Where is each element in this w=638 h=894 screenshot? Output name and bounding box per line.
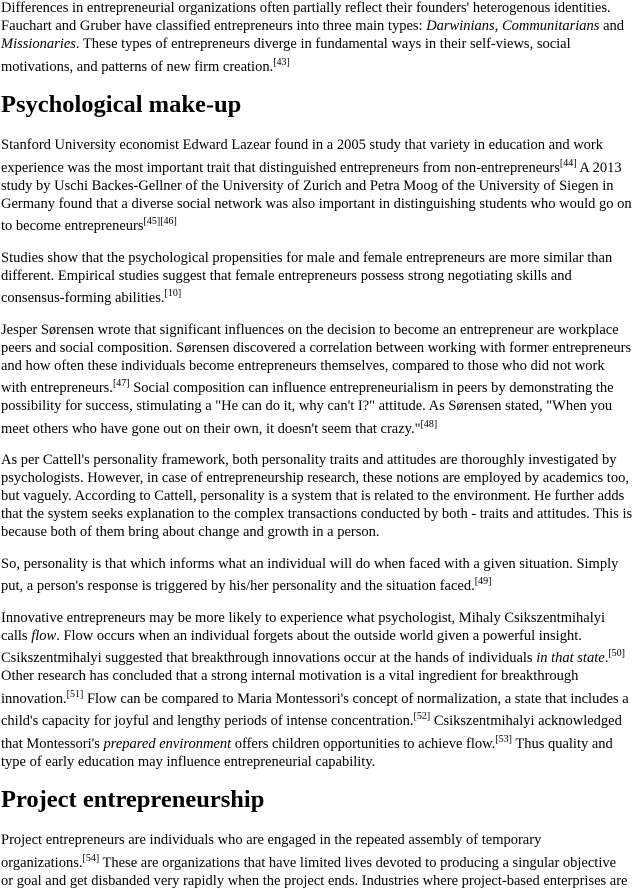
text-run: different. Empirical studies suggest that female entrepreneurs possess strong negotiating skills and xyxy=(1,267,572,284)
text-run: possibility for success, stimulating a "He can do it, why can't I?" attitude. As Sørensen stated, "When you xyxy=(1,398,613,414)
text-run: Thus quality and xyxy=(511,735,613,752)
citation-ref: [50] xyxy=(608,648,625,659)
citation-ref: [51] xyxy=(66,688,84,700)
emphasis-text: Darwinians xyxy=(426,18,495,34)
text-run: Germany found that a diverse social network was also important in distinguishing students who would go on xyxy=(1,195,632,212)
paragraph xyxy=(1,321,638,438)
citation-ref: [44] xyxy=(559,157,577,169)
text-run: Project entrepreneurs are individuals who are engaged in the repeated assembly of temporary xyxy=(1,832,542,848)
text-run: organizations. xyxy=(1,854,83,871)
text-line xyxy=(1,267,638,285)
text-run: child's capacity for joyful and lengthy periods of intense concentration. xyxy=(1,713,414,729)
text-run: Studies show that the psychological propensities for male and female entrepreneurs are more similar than xyxy=(1,249,613,266)
text-line xyxy=(1,154,638,177)
text-line xyxy=(1,17,638,35)
text-run: study by Uschi Backes-Gellner of the University of Zurich and Petra Moog of the University of Siegen in xyxy=(1,177,614,194)
emphasis-text: in that state xyxy=(536,650,605,666)
text-line xyxy=(1,685,638,708)
text-run: Stanford University economist Edward Lazear found in a 2005 study that variety in education and work xyxy=(1,137,603,153)
text-run: or goal and get disbanded very rapidly when the project ends. Industries where project-based enterprises are xyxy=(1,872,628,889)
text-line xyxy=(1,397,638,415)
text-run: meet others who have gone out on their own, it doesn't seem that crazy." xyxy=(1,420,421,437)
text-line xyxy=(1,451,638,469)
citation-ref: [10] xyxy=(164,288,182,299)
text-run: Other research has concluded that a strong internal motivation is a vital ingredient for breakthrough xyxy=(1,668,579,684)
text-run: innovation. xyxy=(1,690,67,707)
paragraph xyxy=(1,249,638,308)
emphasis-text: flow xyxy=(31,627,57,644)
text-run: motivations, and patterns of new firm creation. xyxy=(1,58,274,75)
text-run: Social composition can influence entrepreneurialism in peers by demonstrating the xyxy=(129,380,614,396)
text-run: Flow can be compared to Maria Montessori's concept of normalization, a state that includes a xyxy=(83,690,629,707)
text-run: and xyxy=(599,18,624,34)
citation-ref: [53] xyxy=(495,733,512,745)
text-line xyxy=(1,249,638,267)
paragraph xyxy=(1,609,638,771)
text-line xyxy=(1,177,638,195)
paragraph xyxy=(1,555,638,596)
emphasis-text: Missionaries xyxy=(1,36,76,52)
citation-ref: [47] xyxy=(112,378,130,389)
text-run: So, personality is that which informs what an individual will do when faced with a given situation. Simply xyxy=(1,555,619,572)
text-run: Fauchart and Gruber have classified entrepreneurs into three main types: xyxy=(1,18,427,34)
text-line xyxy=(1,872,638,890)
text-run: because both of them bring about change and growth in a person. xyxy=(1,524,380,540)
text-run: Csikszentmihalyi acknowledged xyxy=(430,713,622,729)
text-line xyxy=(1,375,638,398)
text-line xyxy=(1,53,638,76)
paragraph xyxy=(1,0,638,76)
text-line xyxy=(1,849,638,872)
text-run: to become entrepreneurs xyxy=(1,218,144,234)
text-line xyxy=(1,645,638,668)
text-run: These are organizations that have limited lives devoted to producing a singular objective xyxy=(99,854,617,871)
text-line xyxy=(1,213,638,236)
text-line xyxy=(1,195,638,213)
text-line xyxy=(1,523,638,541)
text-run: . xyxy=(604,650,609,666)
text-run: that the system seeks explanation to the complex transactions conducted by both - traits and attitudes. This is xyxy=(1,506,633,522)
text-run: that Montessori's xyxy=(1,735,104,752)
emphasis-text: Communitarians xyxy=(501,18,600,34)
text-line xyxy=(1,469,638,487)
text-run: Jesper Sørensen wrote that significant influences on the decision to become an entrepreneur are workplace xyxy=(1,321,619,338)
text-line xyxy=(1,35,638,53)
text-line xyxy=(1,667,638,685)
text-line xyxy=(1,573,638,596)
text-run: and how often these individuals become entrepreneurs themselves, compared to those who did not work xyxy=(1,357,605,374)
text-run: psychologists. However, in case of entrepreneurship research, these notions are employed by academics too, xyxy=(1,470,629,486)
text-run: put, a person's response is triggered by his/her personality and the situation faced. xyxy=(1,578,475,594)
citation-ref: [49] xyxy=(474,576,492,587)
text-line xyxy=(1,708,638,731)
text-line xyxy=(1,505,638,523)
emphasis-text: prepared environment xyxy=(103,735,232,752)
citation-ref: [46] xyxy=(160,216,177,227)
text-line xyxy=(1,285,638,308)
text-run: with entrepreneurs. xyxy=(1,380,113,396)
text-run: . These types of entrepreneurs diverge in fundamental ways in their self-views, social xyxy=(75,36,571,52)
text-run: A 2013 xyxy=(576,159,622,176)
text-run: experience was the most important trait that distinguished entrepreneurs from non-entrepreneurs xyxy=(1,159,560,176)
text-line xyxy=(1,753,638,771)
text-line xyxy=(1,136,638,154)
citation-ref: [48] xyxy=(420,418,438,430)
citation-ref: [52] xyxy=(413,711,431,722)
citation-ref: [54] xyxy=(82,852,100,864)
text-run: Innovative entrepreneurs may be more likely to experience what psychologist, Mihaly Csikszentmihalyi xyxy=(1,609,606,626)
section-heading: Psychological make-up xyxy=(1,91,242,118)
text-line xyxy=(1,0,638,17)
text-line xyxy=(1,627,638,645)
text-run: As per Cattell's personality framework, both personality traits and attitudes are thoroughly investigated by xyxy=(1,452,617,468)
section-heading: Project entrepreneurship xyxy=(1,786,265,813)
text-line xyxy=(1,730,638,753)
text-line xyxy=(1,357,638,375)
text-line xyxy=(1,339,638,357)
text-run: consensus-forming abilities. xyxy=(1,290,165,306)
text-line xyxy=(1,415,638,438)
text-line xyxy=(1,609,638,627)
text-run: but vaguely. According to Cattell, personality is a system that is related to the environment. He further adds xyxy=(1,488,625,504)
text-line xyxy=(1,555,638,573)
text-run: Differences in entrepreneurial organizations often partially reflect their founders' heterogenous identities. xyxy=(1,0,611,16)
paragraph xyxy=(1,831,638,890)
text-run: calls xyxy=(1,627,32,644)
text-run: , xyxy=(494,18,502,34)
paragraph xyxy=(1,451,638,541)
text-line xyxy=(1,321,638,339)
paragraph xyxy=(1,136,638,235)
text-run: . Flow occurs when an individual forgets about the outside world given a powerful insight. xyxy=(56,627,582,644)
text-run: offers children opportunities to achieve flow. xyxy=(231,735,496,752)
citation-ref: [43] xyxy=(273,56,290,68)
citation-ref: [45] xyxy=(143,216,161,227)
text-run: type of early education may influence entrepreneurial capability. xyxy=(1,753,376,770)
text-line xyxy=(1,487,638,505)
text-run: peers and social composition. Sørensen discovered a correlation between working with former entrepreneurs xyxy=(1,339,632,356)
text-run: Csikszentmihalyi suggested that breakthrough innovations occur at the hands of individuals xyxy=(1,650,537,666)
text-line xyxy=(1,831,638,849)
